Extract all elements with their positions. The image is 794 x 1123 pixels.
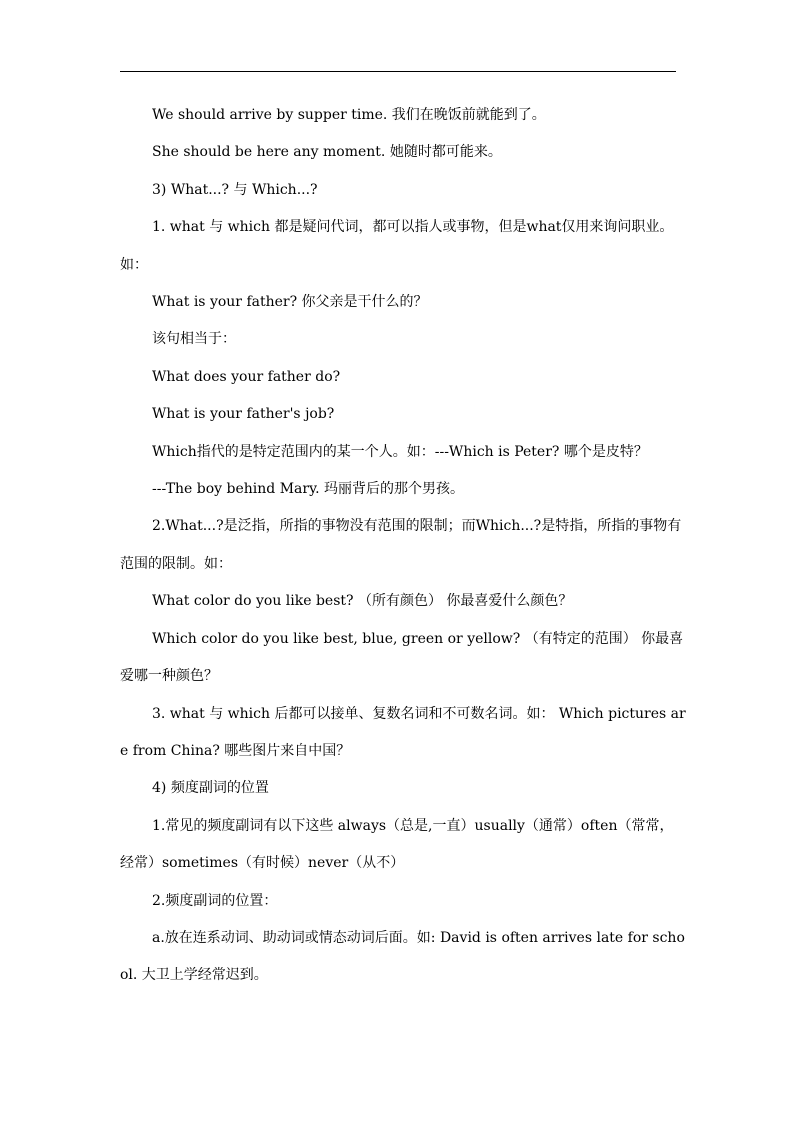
example-what-does-father-do: What does your father do? xyxy=(152,368,341,385)
section-heading-what-which: 3) What...? 与 Which...? xyxy=(152,181,318,198)
example-what-is-father: What is your father? 你父亲是干什么的？ xyxy=(152,294,428,311)
example-any-moment: She should be here any moment. 她随时都可能来。 xyxy=(152,144,502,161)
rule-which-specific: Which指代的是特定范围内的某一个人。如：---Which is Peter? 哪个是皮特？ xyxy=(152,443,648,460)
rule-1-what-which: 1. what 与 which 都是疑问代词，都可以指人或事物，但是what仅用来询问职业。如： xyxy=(120,219,674,273)
rule-3-nouns: 3. what 与 which 后都可以接单、复数名词和不可数名词。如： Which pictures are from China? 哪些图片来自中国？ xyxy=(120,705,686,759)
header-rule xyxy=(120,71,676,72)
example-boy-behind-mary: ---The boy behind Mary. 玛丽背后的那个男孩。 xyxy=(152,481,465,498)
equivalent-note: 该句相当于： xyxy=(152,331,236,348)
rule-a-after-verbs: a.放在连系动词、助动词或情态动词后面。如: David is often arrives late for school. 大卫上学经常迟到。 xyxy=(120,929,685,984)
example-what-color: What color do you like best? （所有颜色） 你最喜爱什么颜色？ xyxy=(152,593,573,610)
section-heading-adverbs: 4) 频度副词的位置 xyxy=(152,780,269,797)
example-fathers-job: What is your father's job? xyxy=(152,406,335,423)
rule-1-common-adverbs: 1.常见的频度副词有以下这些 always（总是,一直）usually（通常）often（常常，经常）sometimes（有时候）never（从不） xyxy=(120,817,674,872)
example-supper-time: We should arrive by supper time. 我们在晚饭前就能到了。 xyxy=(152,107,546,123)
rule-2-adverb-position: 2.频度副词的位置： xyxy=(152,892,278,909)
document-body xyxy=(120,97,686,995)
rule-2-general-specific: 2.What...?是泛指，所指的事物没有范围的限制；而Which...?是特指，所指的事物有范围的限制。如： xyxy=(120,518,682,572)
example-which-color: Which color do you like best, blue, green or yellow? （有特定的范围） 你最喜爱哪一种颜色？ xyxy=(120,630,684,685)
